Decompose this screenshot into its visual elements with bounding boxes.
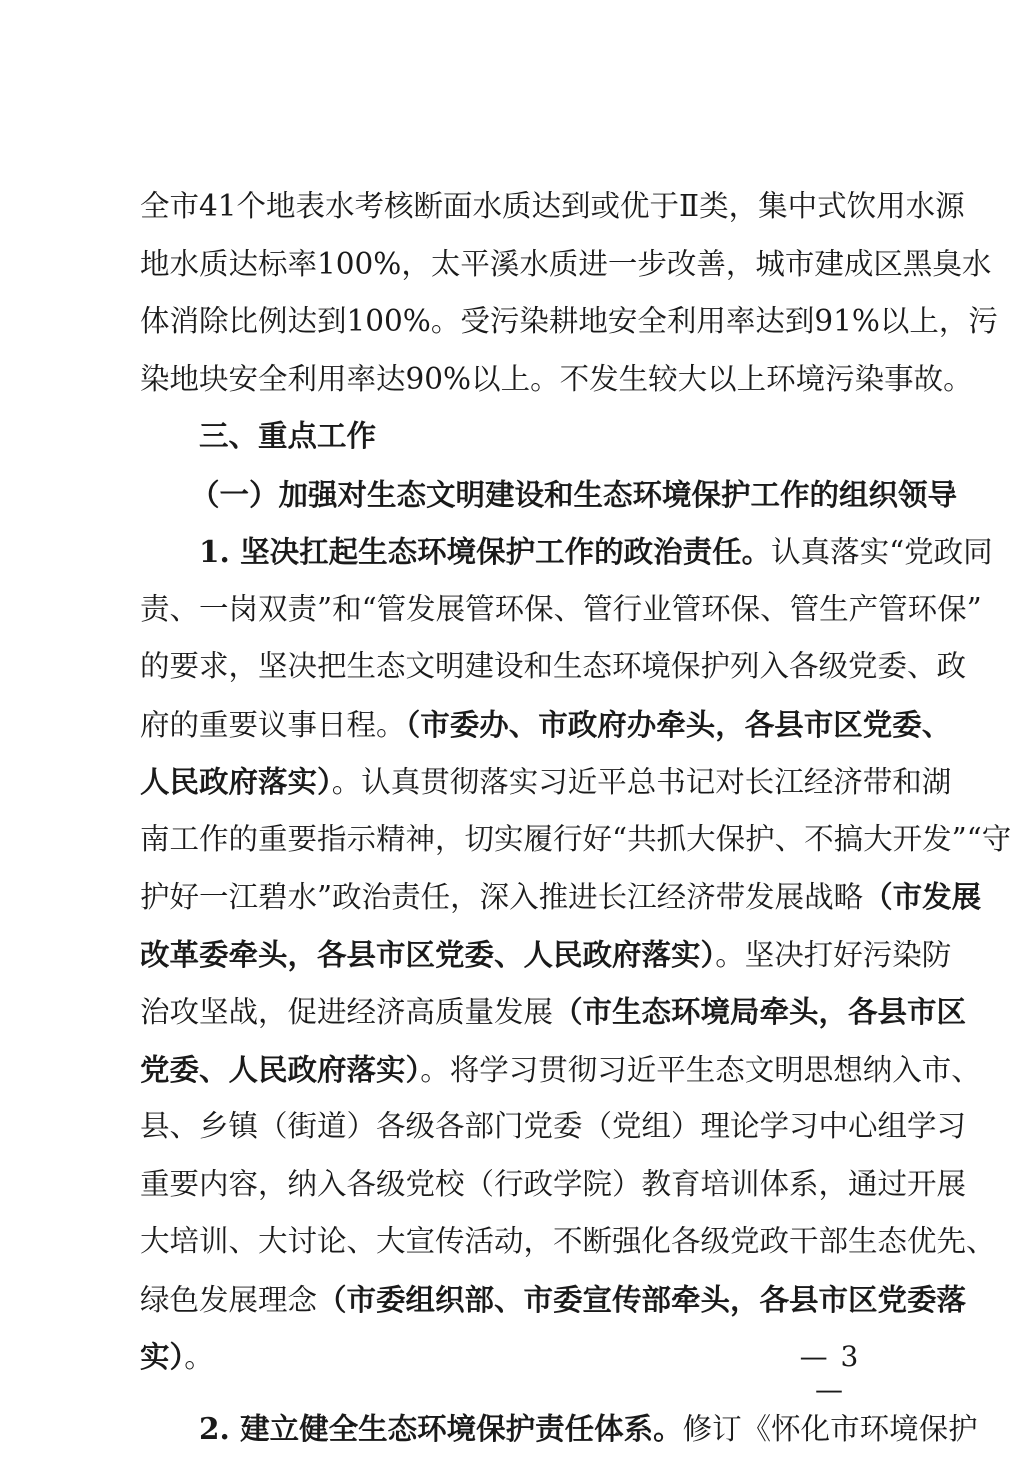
item1-line [140, 1271, 967, 1329]
item1-text: 。认真贯彻落实习近平总书记对长江经济带和湖 [331, 765, 952, 799]
item1-line [140, 983, 967, 1041]
page-number: — 3 — [799, 1340, 861, 1406]
item1-line [140, 523, 993, 581]
item1-text: 认真落实“党政同 [771, 535, 993, 569]
item2-line [140, 1400, 978, 1458]
item1-text: 。 [184, 1340, 214, 1374]
item2-title: 2. 建立健全生态环境保护责任体系。 [199, 1410, 683, 1446]
item1-line: 县、乡镇（街道）各级各部门党委（党组）理论学习中心组学习 [140, 1109, 967, 1143]
item2-text: 修订《怀化市环境保护 [682, 1411, 978, 1446]
item1-line: 大培训、大讨论、大宣传活动，不断强化各级党政干部生态优先、 [140, 1224, 996, 1258]
paragraph-line: 全市41个地表水考核断面水质达到或优于Ⅱ类，集中式饮用水源 [140, 189, 965, 223]
item1-line: 南工作的重要指示精神，切实履行好“共抓大保护、不搞大开发”“守 [140, 821, 1012, 856]
section-heading: 三、重点工作 [199, 419, 377, 453]
item1-line: 责、一岗双责”和“管发展管环保、管行业管环保、管生产管环保” [140, 591, 982, 626]
responsibility-note: 人民政府落实） [140, 764, 332, 799]
item1-text: 护好一江碧水”政治责任，深入推进长江经济带发展战略 [140, 880, 864, 914]
responsibility-note: 实） [140, 1339, 185, 1374]
subsection-heading: （一）加强对生态文明建设和生态环境保护工作的组织领导 [190, 476, 958, 512]
item1-line [140, 926, 952, 984]
item1-text: 。坚决打好污染防 [715, 937, 952, 972]
responsibility-note: （市委组织部、市委宣传部牵头，各县市区党委落 [317, 1281, 967, 1317]
item1-title: 1. 坚决扛起生态环境保护工作的政治责任。 [199, 534, 772, 569]
responsibility-note: （市委办、市政府办牵头，各县市区党委、 [405, 706, 952, 742]
item1-line [140, 1041, 981, 1099]
responsibility-note: （市发展 [863, 879, 982, 914]
item1-line [140, 1328, 900, 1386]
item1-text: 。将学习贯彻习近平生态文明思想纳入市、 [420, 1052, 981, 1087]
item1-line: 的要求，坚决把生态文明建设和生态环境保护列入各级党委、政 [140, 649, 967, 683]
responsibility-note: （市生态环境局牵头，各县市区 [553, 994, 967, 1029]
paragraph-line: 地水质达标率100%，太平溪水质进一步改善，城市建成区黑臭水 [140, 246, 992, 281]
item1-text: 治攻坚战，促进经济高质量发展 [140, 995, 554, 1029]
responsibility-note: 党委、人民政府落实） [140, 1051, 421, 1087]
item1-text: 府的重要议事日程。 [140, 707, 406, 742]
item1-text: 绿色发展理念 [140, 1282, 318, 1317]
paragraph-line: 体消除比例达到100%。受污染耕地安全利用率达到91%以上，污 [140, 304, 998, 338]
item1-line [140, 696, 952, 754]
item1-line [140, 753, 952, 811]
document-body [140, 178, 1012, 1457]
responsibility-note: 改革委牵头，各县市区党委、人民政府落实） [140, 936, 716, 972]
item1-line: 重要内容，纳入各级党校（行政学院）教育培训体系，通过开展 [140, 1166, 967, 1201]
item1-line [140, 868, 982, 926]
paragraph-line: 染地块安全利用率达90%以上。不发生较大以上环境污染事故。 [140, 361, 973, 396]
paragraph-gap [140, 1386, 900, 1400]
